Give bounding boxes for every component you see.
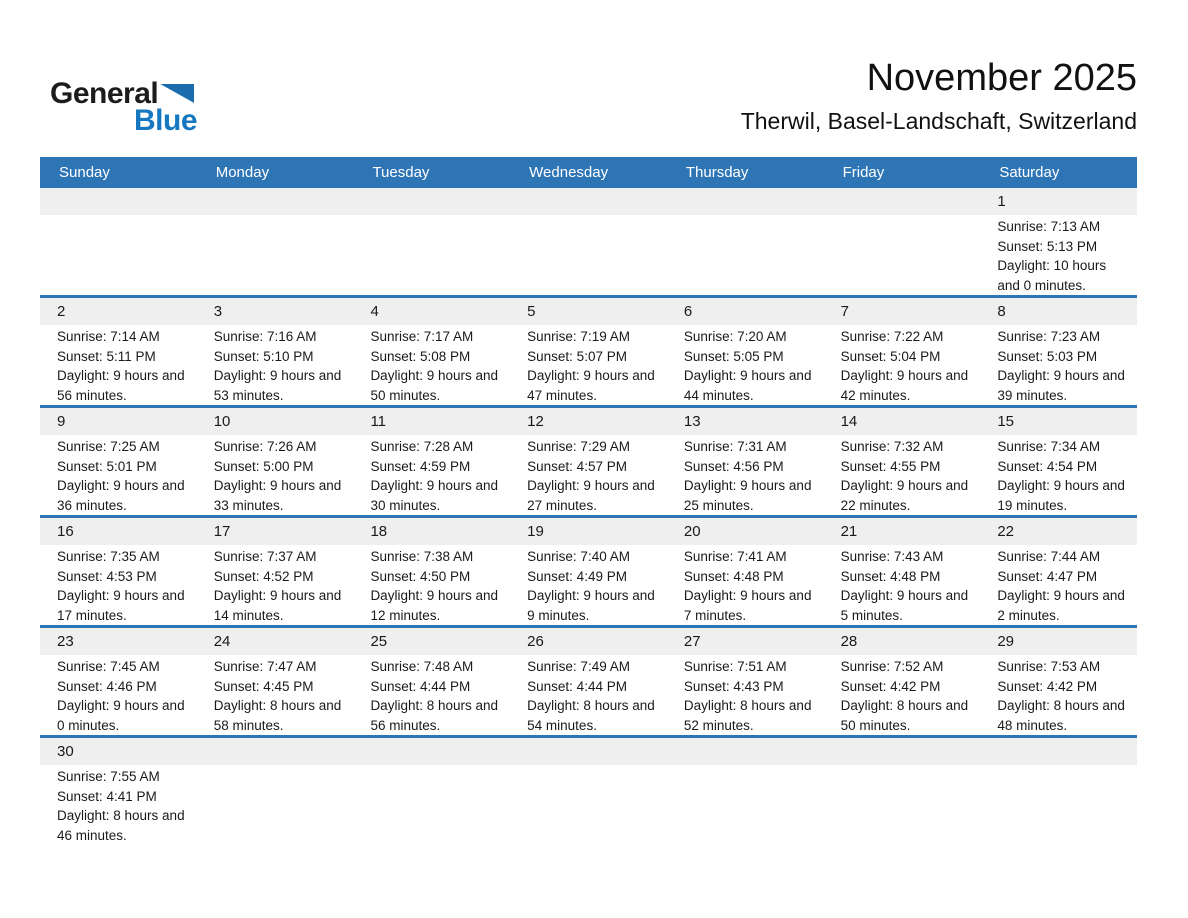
sunset-text: Sunset: 5:13 PM [997,238,1098,254]
sunset-text: Sunset: 4:48 PM [683,568,784,584]
day-sun-info [824,435,981,515]
sunset-text: Sunset: 5:01 PM [57,458,157,474]
day-cell-7 [824,298,981,405]
day-cell-5 [510,298,667,405]
day-cell-27 [667,628,824,735]
day-cell-empty [667,188,824,295]
sunrise-text: Sunrise: 7:22 AM [840,329,944,344]
sunset-text: Sunset: 5:07 PM [527,348,627,364]
location-subtitle: Therwil, Basel-Landschaft, Switzerland [740,108,1137,134]
day-number [353,738,510,765]
sunset-text: Sunset: 5:03 PM [997,348,1098,364]
daylight-text: Daylight: 9 hours and 27 minutes. [527,478,655,513]
day-sun-info [510,765,667,844]
day-sun-info [510,325,667,405]
day-number [197,738,354,765]
day-number: 2 [40,298,197,325]
day-sun-info [667,765,824,844]
day-sun-info [353,655,510,735]
day-sun-info [197,765,354,844]
day-number: 9 [40,408,197,435]
sunrise-text: Sunrise: 7:35 AM [57,549,160,564]
sunset-text: Sunset: 5:00 PM [213,458,314,474]
day-cell-29 [980,628,1137,735]
sunrise-text: Sunrise: 7:25 AM [57,439,160,454]
sunset-text: Sunset: 4:49 PM [527,568,627,584]
day-number [510,188,667,215]
sunset-text: Sunset: 5:08 PM [370,348,471,364]
logo-triangle-icon [160,84,194,103]
sunrise-text: Sunrise: 7:14 AM [57,329,160,344]
sunrise-text: Sunrise: 7:26 AM [213,439,317,454]
sunset-text: Sunset: 4:46 PM [57,678,157,694]
daylight-text: Daylight: 9 hours and 39 minutes. [997,368,1125,403]
weekday-header-tuesday: Tuesday [372,164,430,181]
daylight-text: Daylight: 9 hours and 42 minutes. [840,368,969,403]
sunrise-text: Sunrise: 7:48 AM [370,659,474,674]
daylight-text: Daylight: 9 hours and 44 minutes. [683,368,812,403]
sunrise-text: Sunrise: 7:31 AM [683,439,787,454]
day-cell-23 [40,628,197,735]
sunset-text: Sunset: 4:54 PM [997,458,1098,474]
day-sun-info [197,545,354,625]
day-cell-22 [980,518,1137,625]
sunrise-text: Sunrise: 7:52 AM [840,659,944,674]
day-number: 11 [353,408,510,435]
day-sun-info [667,655,824,735]
sunset-text: Sunset: 4:53 PM [57,568,157,584]
day-cell-empty [980,738,1137,845]
sunrise-text: Sunrise: 7:17 AM [370,329,474,344]
day-cell-10 [197,408,354,515]
daylight-text: Daylight: 9 hours and 56 minutes. [57,368,185,403]
day-cell-3 [197,298,354,405]
sunset-text: Sunset: 5:05 PM [683,348,784,364]
day-number: 1 [980,188,1137,215]
sunset-text: Sunset: 4:57 PM [527,458,627,474]
day-cell-26 [510,628,667,735]
daylight-text: Daylight: 8 hours and 54 minutes. [527,698,655,733]
sunset-text: Sunset: 4:52 PM [213,568,314,584]
sunset-text: Sunset: 4:41 PM [57,788,157,804]
daylight-text: Daylight: 8 hours and 50 minutes. [840,698,969,733]
day-number: 19 [510,518,667,545]
day-number: 15 [980,408,1137,435]
sunrise-text: Sunrise: 7:44 AM [997,549,1101,564]
day-sun-info [667,435,824,515]
day-cell-empty [667,738,824,845]
day-number: 6 [667,298,824,325]
daylight-text: Daylight: 9 hours and 25 minutes. [683,478,812,513]
weekday-header-monday: Monday [215,164,270,181]
day-sun-info [667,215,824,294]
sunrise-text: Sunrise: 7:55 AM [57,769,160,784]
day-sun-info [824,325,981,405]
calendar-weeks [40,188,1137,845]
day-sun-info [980,435,1137,515]
day-number [824,738,981,765]
sunrise-text: Sunrise: 7:47 AM [213,659,317,674]
day-cell-1 [980,188,1137,295]
sunset-text: Sunset: 4:44 PM [527,678,627,694]
logo-text-blue: Blue [134,104,198,137]
day-cell-11 [353,408,510,515]
day-sun-info [510,215,667,294]
day-sun-info [510,435,667,515]
day-cell-empty [824,738,981,845]
day-number: 12 [510,408,667,435]
sunrise-text: Sunrise: 7:43 AM [840,549,944,564]
day-sun-info [510,655,667,735]
day-sun-info [197,435,354,515]
daylight-text: Daylight: 9 hours and 12 minutes. [370,588,499,623]
day-number: 24 [197,628,354,655]
day-number [40,188,197,215]
daylight-text: Daylight: 8 hours and 48 minutes. [997,698,1125,733]
day-cell-28 [824,628,981,735]
sunrise-text: Sunrise: 7:37 AM [213,549,317,564]
day-cell-empty [40,188,197,295]
day-number: 26 [510,628,667,655]
day-cell-empty [197,738,354,845]
day-number: 28 [824,628,981,655]
day-cell-empty [197,188,354,295]
daylight-text: Daylight: 9 hours and 14 minutes. [213,588,342,623]
weekday-header-sunday: Sunday [59,164,110,181]
daylight-text: Daylight: 9 hours and 9 minutes. [527,588,655,623]
sunset-text: Sunset: 5:04 PM [840,348,941,364]
sunset-text: Sunset: 4:56 PM [683,458,784,474]
day-number: 29 [980,628,1137,655]
day-sun-info [980,215,1137,295]
day-cell-6 [667,298,824,405]
day-cell-25 [353,628,510,735]
sunrise-text: Sunrise: 7:41 AM [683,549,787,564]
day-sun-info [824,655,981,735]
day-number: 27 [667,628,824,655]
daylight-text: Daylight: 8 hours and 58 minutes. [213,698,342,733]
calendar-week-row [40,408,1137,518]
day-cell-empty [510,188,667,295]
daylight-text: Daylight: 8 hours and 52 minutes. [683,698,812,733]
weekday-header-wednesday: Wednesday [529,164,609,181]
day-sun-info [40,325,197,405]
day-cell-19 [510,518,667,625]
daylight-text: Daylight: 9 hours and 5 minutes. [840,588,969,623]
day-cell-16 [40,518,197,625]
day-sun-info [40,545,197,625]
sunset-text: Sunset: 4:44 PM [370,678,471,694]
day-cell-24 [197,628,354,735]
day-sun-info [824,545,981,625]
day-sun-info [40,215,197,294]
day-number: 10 [197,408,354,435]
day-sun-info [353,325,510,405]
day-sun-info [353,545,510,625]
day-cell-8 [980,298,1137,405]
day-sun-info [353,215,510,294]
sunrise-text: Sunrise: 7:20 AM [683,329,787,344]
day-cell-17 [197,518,354,625]
daylight-text: Daylight: 9 hours and 2 minutes. [997,588,1125,623]
sunset-text: Sunset: 5:11 PM [57,348,156,364]
month-title: November 2025 [866,57,1137,99]
daylight-text: Daylight: 9 hours and 36 minutes. [57,478,185,513]
sunrise-text: Sunrise: 7:51 AM [683,659,787,674]
sunset-text: Sunset: 4:42 PM [840,678,941,694]
daylight-text: Daylight: 9 hours and 47 minutes. [527,368,655,403]
day-cell-4 [353,298,510,405]
sunrise-text: Sunrise: 7:23 AM [997,329,1101,344]
day-number: 20 [667,518,824,545]
day-number: 18 [353,518,510,545]
sunset-text: Sunset: 4:50 PM [370,568,471,584]
weekday-header-row [40,157,1137,188]
day-number: 25 [353,628,510,655]
title-block [741,57,1137,135]
calendar-week-row [40,738,1137,845]
day-cell-9 [40,408,197,515]
daylight-text: Daylight: 10 hours and 0 minutes. [997,258,1107,293]
daylight-text: Daylight: 9 hours and 17 minutes. [57,588,185,623]
day-cell-empty [353,738,510,845]
sunrise-text: Sunrise: 7:53 AM [997,659,1101,674]
day-cell-15 [980,408,1137,515]
day-number [197,188,354,215]
day-sun-info [510,545,667,625]
day-number: 5 [510,298,667,325]
weekday-header-saturday: Saturday [999,164,1060,181]
day-sun-info [40,765,197,845]
sunset-text: Sunset: 4:42 PM [997,678,1098,694]
sunrise-text: Sunrise: 7:40 AM [527,549,630,564]
calendar [40,157,1137,845]
daylight-text: Daylight: 9 hours and 30 minutes. [370,478,499,513]
day-sun-info [353,435,510,515]
calendar-week-row [40,188,1137,298]
sunrise-text: Sunrise: 7:34 AM [997,439,1101,454]
sunset-text: Sunset: 4:45 PM [213,678,314,694]
calendar-week-row [40,518,1137,628]
daylight-text: Daylight: 9 hours and 50 minutes. [370,368,499,403]
sunset-text: Sunset: 4:59 PM [370,458,471,474]
day-cell-12 [510,408,667,515]
day-sun-info [980,545,1137,625]
day-number [667,188,824,215]
sunrise-text: Sunrise: 7:32 AM [840,439,944,454]
day-number [667,738,824,765]
day-cell-empty [510,738,667,845]
day-cell-20 [667,518,824,625]
calendar-week-row [40,628,1137,738]
day-cell-14 [824,408,981,515]
day-number: 21 [824,518,981,545]
day-number [510,738,667,765]
day-sun-info [824,215,981,294]
sunrise-text: Sunrise: 7:49 AM [527,659,630,674]
sunrise-text: Sunrise: 7:28 AM [370,439,474,454]
sunset-text: Sunset: 5:10 PM [213,348,314,364]
sunrise-text: Sunrise: 7:16 AM [213,329,317,344]
day-sun-info [197,325,354,405]
sunset-text: Sunset: 4:48 PM [840,568,941,584]
day-sun-info [197,215,354,294]
day-number: 17 [197,518,354,545]
day-number: 3 [197,298,354,325]
day-number: 7 [824,298,981,325]
day-number [980,738,1137,765]
day-number: 22 [980,518,1137,545]
daylight-text: Daylight: 9 hours and 22 minutes. [840,478,969,513]
day-number: 30 [40,738,197,765]
day-sun-info [40,435,197,515]
day-cell-2 [40,298,197,405]
day-sun-info [980,655,1137,735]
day-cell-30 [40,738,197,845]
day-sun-info [667,325,824,405]
calendar-week-row [40,298,1137,408]
day-sun-info [353,765,510,844]
daylight-text: Daylight: 8 hours and 56 minutes. [370,698,499,733]
weekday-header-thursday: Thursday [685,164,749,181]
day-sun-info [980,765,1137,844]
day-number: 23 [40,628,197,655]
day-number: 16 [40,518,197,545]
logo-text-general: General [50,77,159,110]
sunrise-text: Sunrise: 7:38 AM [370,549,474,564]
day-cell-21 [824,518,981,625]
day-cell-13 [667,408,824,515]
daylight-text: Daylight: 9 hours and 0 minutes. [57,698,185,733]
day-sun-info [824,765,981,844]
daylight-text: Daylight: 9 hours and 7 minutes. [683,588,812,623]
day-cell-empty [353,188,510,295]
sunrise-text: Sunrise: 7:45 AM [57,659,160,674]
day-cell-18 [353,518,510,625]
day-number [353,188,510,215]
daylight-text: Daylight: 9 hours and 33 minutes. [213,478,342,513]
day-cell-empty [824,188,981,295]
sunset-text: Sunset: 4:47 PM [997,568,1098,584]
sunrise-text: Sunrise: 7:19 AM [527,329,630,344]
day-number [824,188,981,215]
day-number: 14 [824,408,981,435]
day-sun-info [197,655,354,735]
general-blue-logo [50,76,197,139]
daylight-text: Daylight: 8 hours and 46 minutes. [57,808,185,843]
sunrise-text: Sunrise: 7:29 AM [527,439,630,454]
sunrise-text: Sunrise: 7:13 AM [997,219,1101,234]
daylight-text: Daylight: 9 hours and 19 minutes. [997,478,1125,513]
daylight-text: Daylight: 9 hours and 53 minutes. [213,368,342,403]
day-number: 13 [667,408,824,435]
day-sun-info [980,325,1137,405]
day-sun-info [40,655,197,735]
sunset-text: Sunset: 4:55 PM [840,458,941,474]
sunset-text: Sunset: 4:43 PM [683,678,784,694]
day-sun-info [667,545,824,625]
day-number: 4 [353,298,510,325]
day-number: 8 [980,298,1137,325]
weekday-header-friday: Friday [842,164,885,181]
